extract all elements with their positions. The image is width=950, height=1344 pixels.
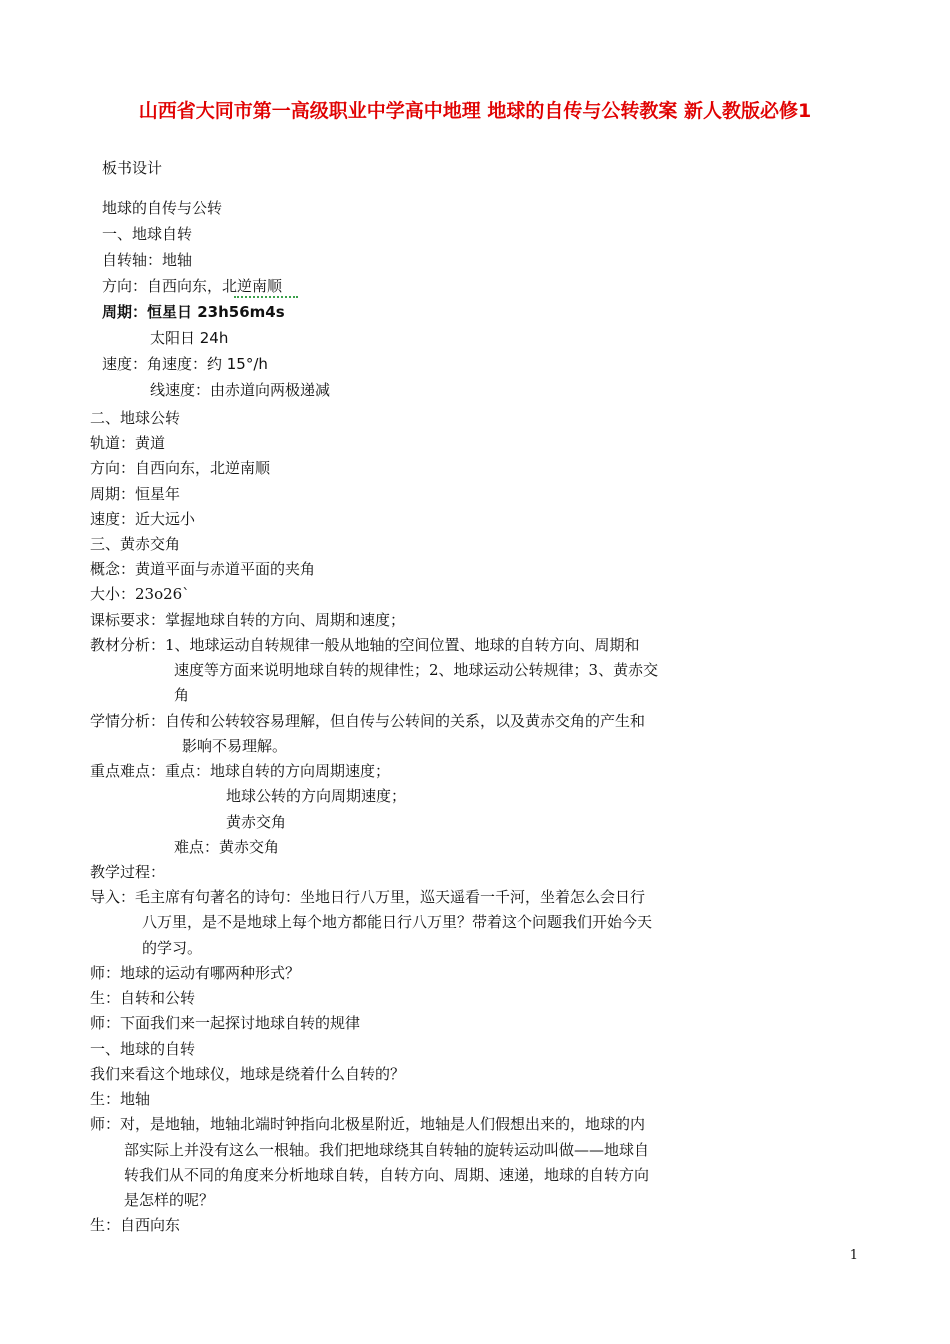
text-line: 师：下面我们来一起探讨地球自转的规律	[90, 1014, 361, 1032]
text-line: 周期：恒星年	[90, 485, 181, 503]
board-rotation-direction: 方向：自西向东，北逆南顺	[102, 277, 283, 295]
text-line: 重点难点：重点：地球自转的方向周期速度；	[90, 762, 391, 780]
text-line: 部实际上并没有这么一根轴。我们把地球绕其自转轴的旋转运动叫做——地球自	[124, 1141, 650, 1159]
text-line: 我们来看这个地球仪，地球是绕着什么自转的？	[90, 1065, 406, 1083]
text-line: 的学习。	[142, 939, 203, 957]
text-line: 师：地球的运动有哪两种形式？	[90, 964, 301, 982]
text-line: 速度等方面来说明地球自转的规律性；2、地球运动公转规律；3、黄赤交	[174, 661, 659, 679]
board-heading: 板书设计	[102, 159, 163, 177]
board-rotation-heading: 一、地球自转	[102, 225, 193, 243]
text-line: 导入：毛主席有句著名的诗句：坐地日行八万里，巡天遥看一千河，坐着怎么会日行	[90, 888, 646, 906]
text-line: 一、地球的自转	[90, 1040, 196, 1058]
text-line: 三、黄赤交角	[90, 535, 181, 553]
text-line: 课标要求：掌握地球自转的方向、周期和速度；	[90, 611, 406, 629]
board-rotation-period: 周期：恒星日 23h56m4s	[102, 303, 285, 321]
text-line: 教材分析：1、地球运动自转规律一般从地轴的空间位置、地球的自转方向、周期和	[90, 636, 640, 654]
text-line: 方向：自西向东，北逆南顺	[90, 459, 271, 477]
board-rotation-solar-day: 太阳日 24h	[150, 329, 229, 347]
text-line: 速度：近大远小	[90, 510, 196, 528]
text-line: 轨道：黄道	[90, 434, 166, 452]
text-line: 难点：黄赤交角	[174, 838, 280, 856]
board-rotation-linear-speed: 线速度：由赤道向两极递减	[150, 381, 331, 399]
board-rotation-angular-speed: 速度：角速度：约 15°/h	[102, 355, 268, 373]
spellcheck-underline	[234, 292, 298, 298]
page-number: 1	[849, 1248, 858, 1263]
text-line: 大小：23o26`	[90, 585, 190, 603]
text-line: 角	[174, 686, 190, 704]
text-line: 二、地球公转	[90, 409, 181, 427]
text-line: 影响不易理解。	[182, 737, 288, 755]
document-title: 山西省大同市第一高级职业中学高中地理 地球的自传与公转教案 新人教版必修1	[138, 100, 812, 122]
text-line: 教学过程：	[90, 863, 166, 881]
text-line: 地球公转的方向周期速度；	[226, 787, 407, 805]
text-line: 转我们从不同的角度来分析地球自转，自转方向、周期、速递，地球的自转方向	[124, 1166, 650, 1184]
board-subject: 地球的自传与公转	[102, 199, 223, 217]
text-line: 八万里，是不是地球上每个地方都能日行八万里？带着这个问题我们开始今天	[142, 913, 653, 931]
text-line: 黄赤交角	[226, 813, 287, 831]
text-line: 生：地轴	[90, 1090, 151, 1108]
text-line: 是怎样的呢？	[124, 1191, 215, 1209]
text-line: 师：对，是地轴，地轴北端时钟指向北极星附近，地轴是人们假想出来的，地球的内	[90, 1115, 646, 1133]
text-line: 学情分析：自传和公转较容易理解，但自传与公转间的关系，以及黄赤交角的产生和	[90, 712, 646, 730]
text-line: 生：自转和公转	[90, 989, 196, 1007]
board-rotation-axis: 自转轴：地轴	[102, 251, 193, 269]
text-line: 生：自西向东	[90, 1216, 181, 1234]
text-line: 概念：黄道平面与赤道平面的夹角	[90, 560, 316, 578]
